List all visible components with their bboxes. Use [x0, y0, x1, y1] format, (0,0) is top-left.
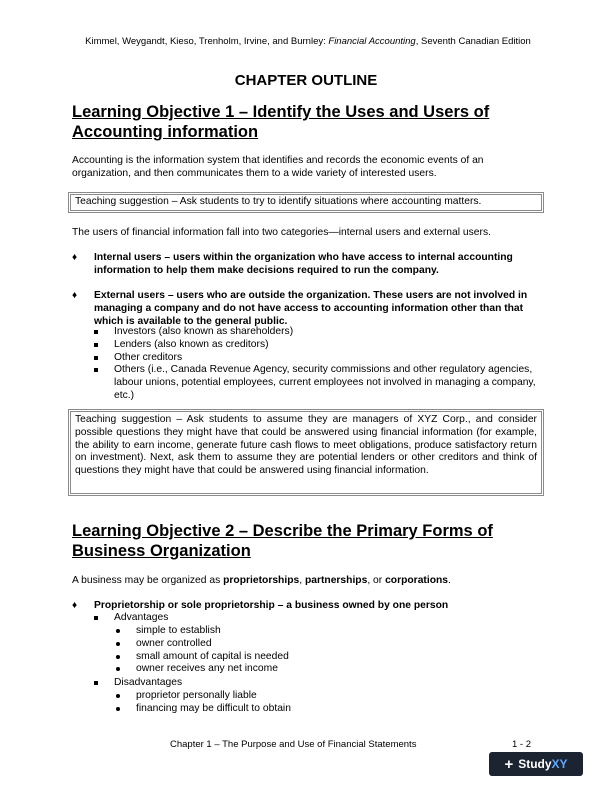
dot-bullet-icon: [116, 642, 120, 646]
diamond-bullet-icon: ♦: [72, 290, 78, 301]
advantages-list: [116, 625, 536, 676]
diamond-bullet-icon: ♦: [72, 252, 78, 263]
chapter-title: CHAPTER OUTLINE: [234, 72, 378, 89]
teaching-suggestion-box-1: Teaching suggestion – Ask students to try to identify situations where accounting matters.: [68, 192, 544, 213]
disadvantages-label: Disadvantages: [114, 677, 183, 688]
diamond-bullet-icon: ♦: [72, 600, 78, 611]
list-item: [94, 352, 544, 365]
square-bullet-icon: [94, 681, 98, 685]
external-users-item: [72, 290, 544, 330]
list-item-text: proprietor personally liable: [136, 690, 257, 701]
square-bullet-icon: [94, 616, 98, 620]
list-item: [116, 625, 536, 638]
list-item: [94, 339, 544, 352]
internal-users-text: Internal users – users within the organization who have access to internal accounting information to help them make decisions required to run the company.: [94, 252, 513, 276]
lo2-intro-separator: , or: [367, 575, 386, 586]
proprietorship-text: Proprietorship or sole proprietorship – a business owned by one person: [94, 600, 449, 611]
lo1-heading-line1: Learning Objective 1 – Identify the Uses and Users of: [72, 103, 490, 121]
square-bullet-icon: [94, 368, 98, 372]
list-item: [94, 677, 544, 690]
header-edition: , Seventh Canadian Edition: [415, 36, 531, 47]
disadvantages-heading-list: [94, 677, 544, 690]
advantages-label: Advantages: [114, 612, 169, 623]
lo1-heading-line2: Accounting information: [72, 123, 259, 141]
dot-bullet-icon: [116, 629, 120, 633]
lo2-heading-line2: Business Organization: [72, 542, 251, 560]
list-item: [94, 612, 544, 625]
list-item-text: Lenders (also known as creditors): [114, 338, 269, 350]
lo2-heading-line1: Learning Objective 2 – Describe the Primary Forms of: [72, 522, 493, 540]
list-item: [116, 638, 536, 651]
lo2-intro: [72, 574, 542, 587]
form-corporations: corporations: [385, 575, 449, 586]
list-item-text: Investors (also known as shareholders): [114, 326, 294, 337]
list-item: [116, 663, 536, 676]
list-item-text: owner controlled: [136, 637, 212, 649]
users-intro: The users of financial information fall into two categories—internal users and external users.: [72, 227, 491, 238]
list-item: [94, 364, 544, 402]
square-bullet-icon: [94, 343, 98, 347]
list-item: [116, 703, 536, 716]
dot-bullet-icon: [116, 655, 120, 659]
list-item: [116, 690, 536, 703]
list-item-text: financing may be difficult to obtain: [136, 702, 291, 714]
internal-users-item: [72, 252, 544, 280]
form-proprietorships: proprietorships: [223, 575, 300, 586]
list-item-text: owner receives any net income: [136, 663, 278, 675]
external-users-list: [94, 326, 544, 403]
page-footer: Chapter 1 – The Purpose and Use of Financial Statements: [170, 739, 417, 750]
logo-accent-text: XY: [551, 757, 568, 771]
square-bullet-icon: [94, 330, 98, 334]
form-partnerships: partnerships: [304, 575, 368, 586]
square-bullet-icon: [94, 356, 98, 360]
studyxy-logo[interactable]: [489, 752, 583, 776]
header-book-title: Financial Accounting: [328, 36, 416, 47]
dot-bullet-icon: [116, 707, 120, 711]
list-item-text: small amount of capital is needed: [136, 650, 289, 662]
lo1-heading: [72, 102, 542, 142]
logo-text: Study: [518, 757, 552, 771]
external-users-text: External users – users who are outside the organization. These users are not involved in managing a company and do not have access to accounting information other than that which is available to the general public.: [94, 290, 528, 327]
lo2-heading: [72, 521, 542, 561]
lo2-intro-separator: ,: [299, 575, 305, 586]
dot-bullet-icon: [116, 667, 120, 671]
lo1-intro: Accounting is the information system that identifies and records the economic events of an organization, and then communicates them to a wide variety of interested users.: [72, 155, 484, 179]
lo2-intro-suffix: .: [448, 575, 451, 586]
page-number: 1 - 2: [512, 739, 532, 750]
plus-icon: +: [504, 755, 514, 773]
list-item: [94, 326, 544, 339]
advantages-heading-list: [94, 612, 544, 625]
list-item-text: simple to establish: [136, 625, 221, 636]
header-authors: Kimmel, Weygandt, Kieso, Trenholm, Irvine, and Burnley:: [85, 36, 329, 47]
lo2-intro-prefix: A business may be organized as: [72, 575, 224, 586]
dot-bullet-icon: [116, 694, 120, 698]
teaching-suggestion-box-2: Teaching suggestion – Ask students to assume they are managers of XYZ Corp., and consider possible questions they might have that could be answered using financial information (for example, the ability to earn income, generate future cash flows to meet obligations, produce satisfactory return on investment). Next, ask them to assume they are potential lenders or other creditors and think of questions they might have that could be answered using financial information.: [68, 409, 544, 496]
list-item-text: Other creditors: [114, 351, 183, 363]
list-item-text: Others (i.e., Canada Revenue Agency, security commissions and other regulatory agencies, labour unions, potential employees, current employees not involved in managing a company, etc.): [114, 364, 536, 401]
disadvantages-list: [116, 690, 536, 716]
running-header: [72, 36, 544, 47]
list-item: [116, 651, 536, 664]
